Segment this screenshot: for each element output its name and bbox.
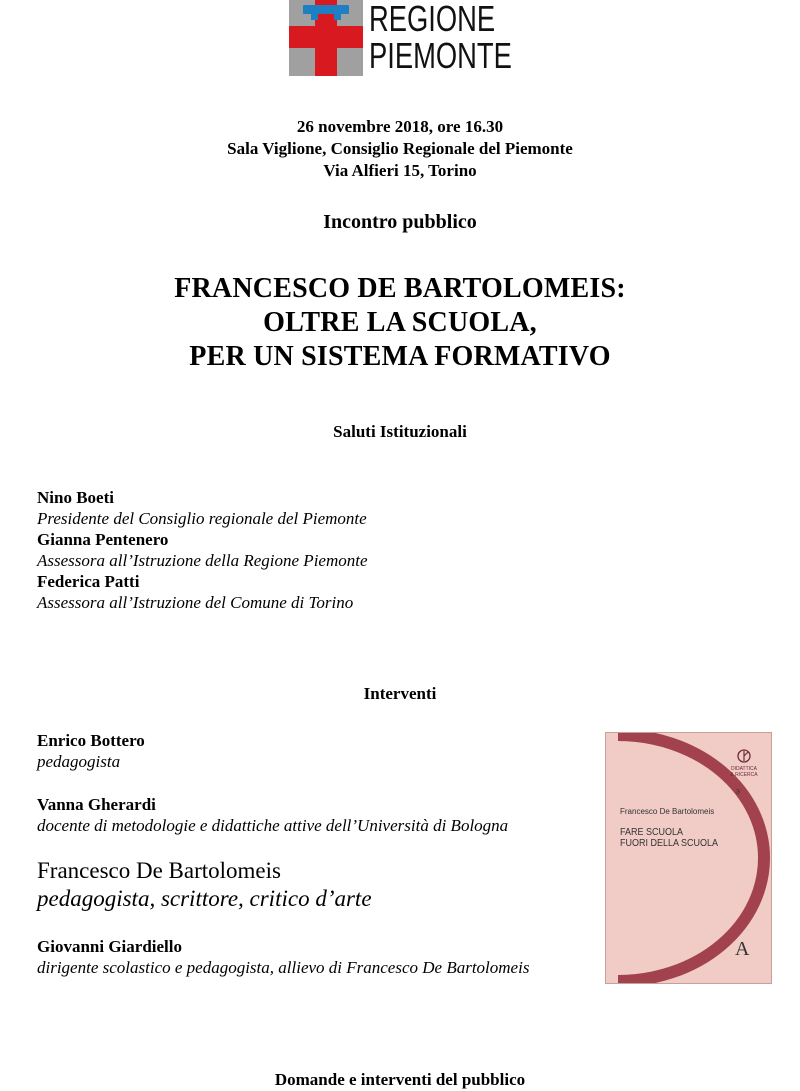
speaker-name: Federica Patti [37,572,140,591]
speaker-item [37,487,368,529]
speaker-role: docente di metodologie e didattiche attive dell’Università di Bologna [37,816,509,835]
book-series-line-2: & RICERCA [730,772,758,778]
book-series-logo [724,748,764,778]
greetings-heading: Saluti Istituzionali [333,422,467,441]
talk-item-featured [37,857,372,913]
logo-line-2: PIEMONTE [369,35,512,76]
event-type: Incontro pubblico [323,211,477,233]
speaker-name: Giovanni Giardiello [37,937,182,956]
book-title-line-2: FUORI DELLA SCUOLA [620,838,719,849]
talks-heading: Interventi [363,684,437,703]
speaker-role: dirigente scolastico e pedagogista, allievo di Francesco De Bartolomeis [37,958,530,977]
speaker-role: Presidente del Consiglio regionale del Piemonte [37,509,367,528]
event-title [0,272,800,374]
book-author: Francesco De Bartolomeis [620,807,715,816]
speaker-role: pedagogista, scrittore, critico d’arte [37,886,372,911]
logo-line-1: REGIONE [369,0,496,39]
speaker-name: Nino Boeti [37,488,114,507]
talk-item [37,730,145,772]
speaker-item [37,529,368,571]
logo-wordmark [369,0,534,74]
speaker-name: Vanna Gherardi [37,795,156,814]
regione-piemonte-logo [289,0,534,78]
title-line-2: OLTRE LA SCUOLA, [263,307,537,338]
book-cover [605,732,772,984]
title-line-3: PER UN SISTEMA FORMATIVO [189,341,611,372]
book-number: 3 [736,789,740,796]
greetings-list [37,487,368,613]
book-series-icon [736,748,752,764]
book-series-line-1: DIDATTICA [730,766,758,772]
event-venue: Sala Viglione, Consiglio Regionale del Piemonte [227,139,573,158]
closing-line: Domande e interventi del pubblico [274,1070,526,1089]
book-title-line-1: FARE SCUOLA [620,827,684,838]
speaker-name: Francesco De Bartolomeis [37,858,281,883]
book-title [620,827,746,849]
speaker-role: pedagogista [37,752,121,771]
speaker-role: Assessora all’Istruzione della Regione Piemonte [37,551,368,570]
book-text [620,807,760,849]
talk-item [37,794,508,836]
title-line-1: FRANCESCO DE BARTOLOMEIS: [174,273,626,304]
logo-emblem [289,0,363,76]
speaker-name: Enrico Bottero [37,731,145,750]
event-date: 26 novembre 2018, ore 16.30 [296,117,504,136]
speaker-item [37,571,368,613]
event-info [0,116,800,182]
publisher-mark: A [735,938,750,960]
speaker-name: Gianna Pentenero [37,530,169,549]
speaker-role: Assessora all’Istruzione del Comune di Torino [37,593,354,612]
talk-item [37,936,529,978]
event-address: Via Alfieri 15, Torino [323,161,477,180]
